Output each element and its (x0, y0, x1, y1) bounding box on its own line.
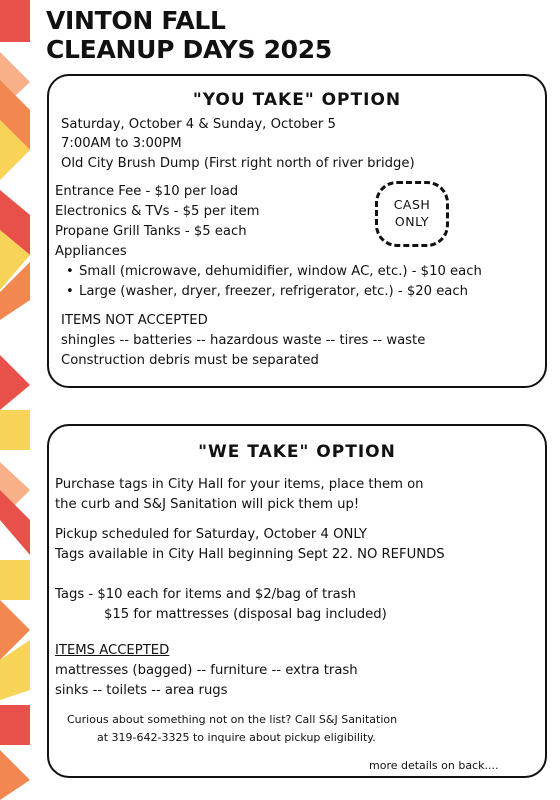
accepted-heading: ITEMS ACCEPTED (55, 643, 170, 658)
entrance-fee: Entrance Fee - $10 per load (55, 184, 239, 199)
cash-label: CASH (393, 197, 431, 212)
tags-price-1: Tags - $10 each for items and $2/bag of trash (55, 587, 356, 602)
contact-line-1: Curious about something not on the list? Call S&J Sanitation (67, 713, 398, 726)
accepted-items-1: mattresses (bagged) -- furniture -- extra trash (55, 663, 358, 678)
we-take-heading: "WE TAKE" OPTION (198, 442, 396, 462)
page-title (46, 6, 332, 64)
you-take-location: Old City Brush Dump (First right north of river bridge) (61, 156, 415, 171)
not-accepted-heading: ITEMS NOT ACCEPTED (61, 313, 208, 328)
tags-price-2: $15 for mattresses (disposal bag included) (104, 607, 387, 622)
only-label: ONLY (394, 214, 430, 229)
appliance-small: • Small (microwave, dehumidifier, window AC, etc.) - $10 each (79, 263, 482, 281)
we-take-intro-2: the curb and S&J Sanitation will pick them up! (55, 497, 360, 512)
propane-fee: Propane Grill Tanks - $5 each (55, 224, 247, 239)
decorative-triangle-strip (0, 0, 40, 800)
more-details-note: more details on back.... (369, 759, 499, 772)
we-take-intro-1: Purchase tags in City Hall for your items, place them on (55, 477, 424, 492)
not-accepted-items: shingles -- batteries -- hazardous waste -- tires -- waste (61, 333, 426, 348)
not-accepted-note: Construction debris must be separated (61, 353, 319, 368)
cash-only-badge (375, 181, 449, 247)
you-take-hours: 7:00AM to 3:00PM (61, 136, 182, 151)
appliances-label: Appliances (55, 244, 127, 259)
you-take-dates: Saturday, October 4 & Sunday, October 5 (61, 117, 336, 132)
tags-available: Tags available in City Hall beginning Sept 22. NO REFUNDS (55, 547, 445, 562)
contact-line-2: at 319-642-3325 to inquire about pickup eligibility. (97, 731, 376, 744)
we-take-panel (47, 424, 547, 778)
pickup-date: Pickup scheduled for Saturday, October 4 ONLY (55, 527, 367, 542)
electronics-fee: Electronics & TVs - $5 per item (55, 204, 260, 219)
appliance-large: • Large (washer, dryer, freezer, refrigerator, etc.) - $20 each (79, 283, 468, 301)
you-take-panel (47, 74, 547, 388)
accepted-items-2: sinks -- toilets -- area rugs (55, 683, 228, 698)
you-take-heading: "YOU TAKE" OPTION (192, 90, 402, 110)
title-line-1: VINTON FALL (46, 6, 226, 35)
title-line-2: CLEANUP DAYS 2025 (46, 35, 332, 64)
